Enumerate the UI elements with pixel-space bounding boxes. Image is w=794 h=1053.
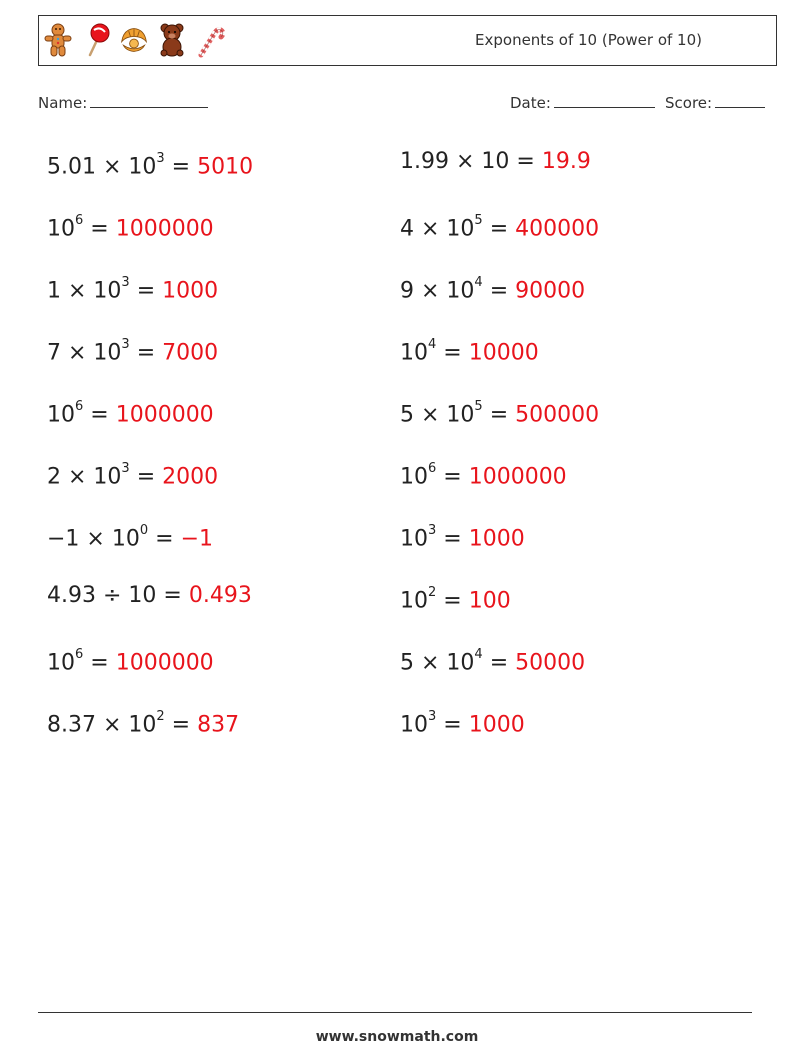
problem-answer: 1000: [468, 712, 525, 738]
problem-exponent: 5: [474, 399, 483, 414]
problem-item: [47, 147, 253, 182]
equals-sign: =: [436, 588, 469, 614]
problem-answer: 1000000: [468, 464, 567, 490]
equals-sign: =: [129, 340, 163, 366]
score-field[interactable]: [665, 93, 765, 112]
problem-expression: 8.37 × 10: [47, 712, 157, 738]
problem-exponent: 3: [428, 523, 437, 538]
problem-exponent: 4: [428, 337, 437, 352]
problem-expression: 10: [47, 650, 75, 676]
problem-exponent: 3: [156, 151, 165, 166]
problem-item: [400, 147, 591, 177]
problem-expression: 4 × 10: [400, 216, 475, 242]
problem-exponent: 0: [139, 523, 149, 538]
problem-answer: 10000: [468, 340, 539, 366]
date-field[interactable]: [510, 93, 655, 112]
problem-exponent: 4: [474, 275, 483, 290]
footer-site: www.snowmath.com: [315, 1029, 479, 1045]
equals-sign: =: [148, 526, 181, 552]
problem-item: [47, 333, 218, 368]
problem-exponent: 6: [75, 399, 84, 414]
equals-sign: =: [436, 464, 469, 490]
problem-expression: 1 × 10: [47, 278, 122, 304]
problem-item: [400, 457, 567, 492]
decoration-icons: [43, 22, 225, 58]
problem-exponent: 5: [474, 213, 483, 228]
problem-answer: 0.493: [188, 583, 252, 608]
equals-sign: =: [164, 154, 198, 180]
equals-sign: =: [129, 278, 163, 304]
problem-exponent: 2: [428, 585, 437, 600]
equals-sign: =: [129, 464, 163, 490]
problem-exponent: 4: [474, 647, 483, 662]
problem-expression: 10: [400, 712, 428, 738]
problem-expression: 10: [400, 526, 428, 552]
problem-expression: 10: [400, 340, 428, 366]
name-label: Name:: [38, 94, 88, 112]
problem-answer: 19.9: [541, 149, 591, 174]
score-label: Score:: [665, 94, 713, 112]
problem-answer: 1000000: [115, 402, 214, 428]
problem-item: [47, 271, 218, 306]
croissant-icon: [119, 22, 149, 58]
problem-expression: 4.93 ÷ 10: [47, 583, 157, 608]
problem-exponent: 3: [428, 709, 437, 724]
problem-expression: 10: [47, 216, 75, 242]
score-blank[interactable]: [715, 93, 765, 108]
problem-exponent: 3: [121, 337, 130, 352]
problem-item: [47, 457, 218, 492]
problem-item: [47, 519, 213, 554]
date-label: Date:: [510, 94, 551, 112]
problem-item: [47, 643, 214, 678]
problem-item: [400, 271, 585, 306]
problem-answer: 1000: [162, 278, 219, 304]
problem-item: [47, 705, 239, 740]
equals-sign: =: [482, 278, 516, 304]
problem-answer: 1000000: [115, 216, 214, 242]
problem-answer: 90000: [515, 278, 586, 304]
problem-expression: −1 × 10: [47, 526, 140, 552]
problem-expression: 1.99 × 10: [400, 149, 510, 174]
problem-answer: 2000: [162, 464, 219, 490]
date-blank[interactable]: [554, 93, 655, 108]
problem-expression: 5 × 10: [400, 650, 475, 676]
equals-sign: =: [83, 216, 116, 242]
equals-sign: =: [482, 402, 516, 428]
problem-expression: 5 × 10: [400, 402, 475, 428]
problem-item: [47, 581, 252, 611]
problem-exponent: 2: [156, 709, 165, 724]
problem-answer: −1: [180, 526, 213, 552]
problem-answer: 400000: [515, 216, 600, 242]
name-blank[interactable]: [90, 93, 208, 108]
equals-sign: =: [83, 402, 116, 428]
equals-sign: =: [156, 583, 189, 608]
candy-cane-icon: [195, 22, 225, 58]
equals-sign: =: [482, 216, 516, 242]
lollipop-icon: [81, 22, 111, 58]
problem-expression: 10: [400, 464, 428, 490]
problem-answer: 5010: [197, 154, 254, 180]
problem-item: [400, 209, 599, 244]
problem-expression: 10: [47, 402, 75, 428]
equals-sign: =: [436, 712, 469, 738]
equals-sign: =: [509, 149, 542, 174]
problem-exponent: 6: [428, 461, 437, 476]
problem-expression: 10: [400, 588, 428, 614]
teddy-bear-icon: [157, 22, 187, 58]
problem-exponent: 6: [75, 647, 84, 662]
footer-divider: [38, 1012, 752, 1013]
problem-exponent: 3: [121, 275, 130, 290]
gingerbread-man-icon: [43, 22, 73, 58]
problem-answer: 50000: [515, 650, 586, 676]
worksheet-title: Exponents of 10 (Power of 10): [475, 31, 702, 49]
problem-expression: 5.01 × 10: [47, 154, 157, 180]
equals-sign: =: [83, 650, 116, 676]
problem-item: [47, 395, 214, 430]
problem-item: [47, 209, 214, 244]
equals-sign: =: [164, 712, 198, 738]
problem-answer: 500000: [515, 402, 600, 428]
problem-item: [400, 333, 539, 368]
problem-item: [400, 519, 525, 554]
problem-item: [400, 581, 511, 616]
problem-answer: 837: [197, 712, 240, 738]
problem-answer: 100: [468, 588, 511, 614]
problem-exponent: 6: [75, 213, 84, 228]
problem-answer: 1000: [468, 526, 525, 552]
problem-expression: 7 × 10: [47, 340, 122, 366]
problem-answer: 7000: [162, 340, 219, 366]
problem-item: [400, 395, 599, 430]
problem-item: [400, 643, 585, 678]
equals-sign: =: [482, 650, 516, 676]
equals-sign: =: [436, 526, 469, 552]
problem-answer: 1000000: [115, 650, 214, 676]
equals-sign: =: [436, 340, 469, 366]
worksheet-header: [38, 15, 777, 66]
problem-expression: 2 × 10: [47, 464, 122, 490]
name-field[interactable]: [38, 93, 208, 112]
problem-expression: 9 × 10: [400, 278, 475, 304]
problem-item: [400, 705, 525, 740]
problem-exponent: 3: [121, 461, 130, 476]
